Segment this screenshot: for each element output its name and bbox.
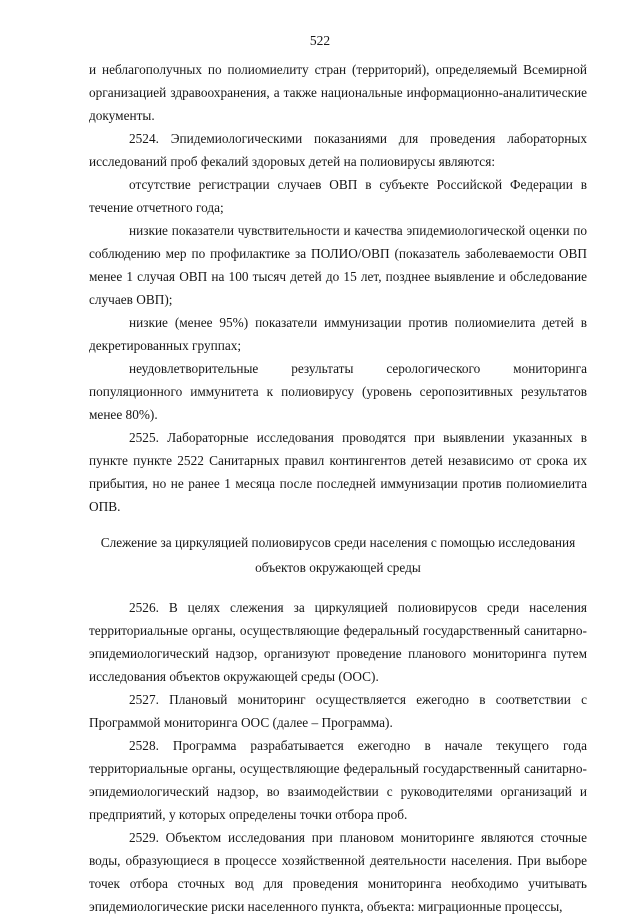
paragraph-2524-item-4: неудовлетворительные результаты серологического мониторинга популяционного иммунитета к полиовирусу (уровень серопозитивных результатов менее 80%). (89, 361, 587, 422)
paragraph-2528: 2528. Программа разрабатывается ежегодно в начале текущего года территориальные органы, осуществляющие федеральный государственный санитарно-эпидемиологический надзор, во взаимодействии с руководителями организаций и предприятий, у которых определены точки отбора проб. (89, 738, 587, 822)
paragraph-continuation: и неблагополучных по полиомиелиту стран (территорий), определяемый Всемирной организацией здравоохранения, а также национальные информационно-аналитические документы. (89, 62, 587, 123)
document-body (89, 58, 587, 918)
section-heading (89, 530, 587, 580)
paragraph-2525: 2525. Лабораторные исследования проводятся при выявлении указанных в пункте пункте 2522 Санитарных правил контингентов детей независимо от срока их прибытия, но не ранее 1 месяца после последней иммунизации против полиомиелита ОПВ. (89, 430, 587, 514)
section-heading-line-1: Слежение за циркуляцией полиовирусов среди населения с помощью исследования (100, 535, 576, 550)
paragraph-2524-item-3: низкие (менее 95%) показатели иммунизации против полиомиелита детей в декретированных группах; (89, 315, 587, 353)
paragraph-2524: 2524. Эпидемиологическими показаниями для проведения лабораторных исследований проб фекалий здоровых детей на полиовирусы являются: (89, 131, 587, 169)
paragraph-2527: 2527. Плановый мониторинг осуществляется ежегодно в соответствии с Программой мониторинга ООС (далее – Программа). (89, 692, 587, 730)
paragraph-2524-item-1: отсутствие регистрации случаев ОВП в субъекте Российской Федерации в течение отчетного года; (89, 177, 587, 215)
paragraph-2529: 2529. Объектом исследования при плановом мониторинге являются сточные воды, образующиеся в процессе хозяйственной деятельности населения. При выборе точек отбора сточных вод для проведения мониторинга необходимо учитывать эпидемиологические риски населенного пункта, объекта: миграционные процессы, (89, 830, 587, 914)
page-number: 522 (309, 33, 331, 48)
paragraph-2524-item-2: низкие показатели чувствительности и качества эпидемиологической оценки по соблюдению мер по профилактике за ПОЛИО/ОВП (показатель заболеваемости ОВП менее 1 случая ОВП на 100 тысяч детей до 15 лет, позднее выявление и обследование случаев ОВП); (89, 223, 587, 307)
paragraph-2526: 2526. В целях слежения за циркуляцией полиовирусов среди населения территориальные органы, осуществляющие федеральный государственный санитарно-эпидемиологический надзор, организуют проведение планового мониторинга путем исследования объектов окружающей среды (ООС). (89, 600, 587, 684)
section-heading-line-2: объектов окружающей среды (255, 560, 421, 575)
